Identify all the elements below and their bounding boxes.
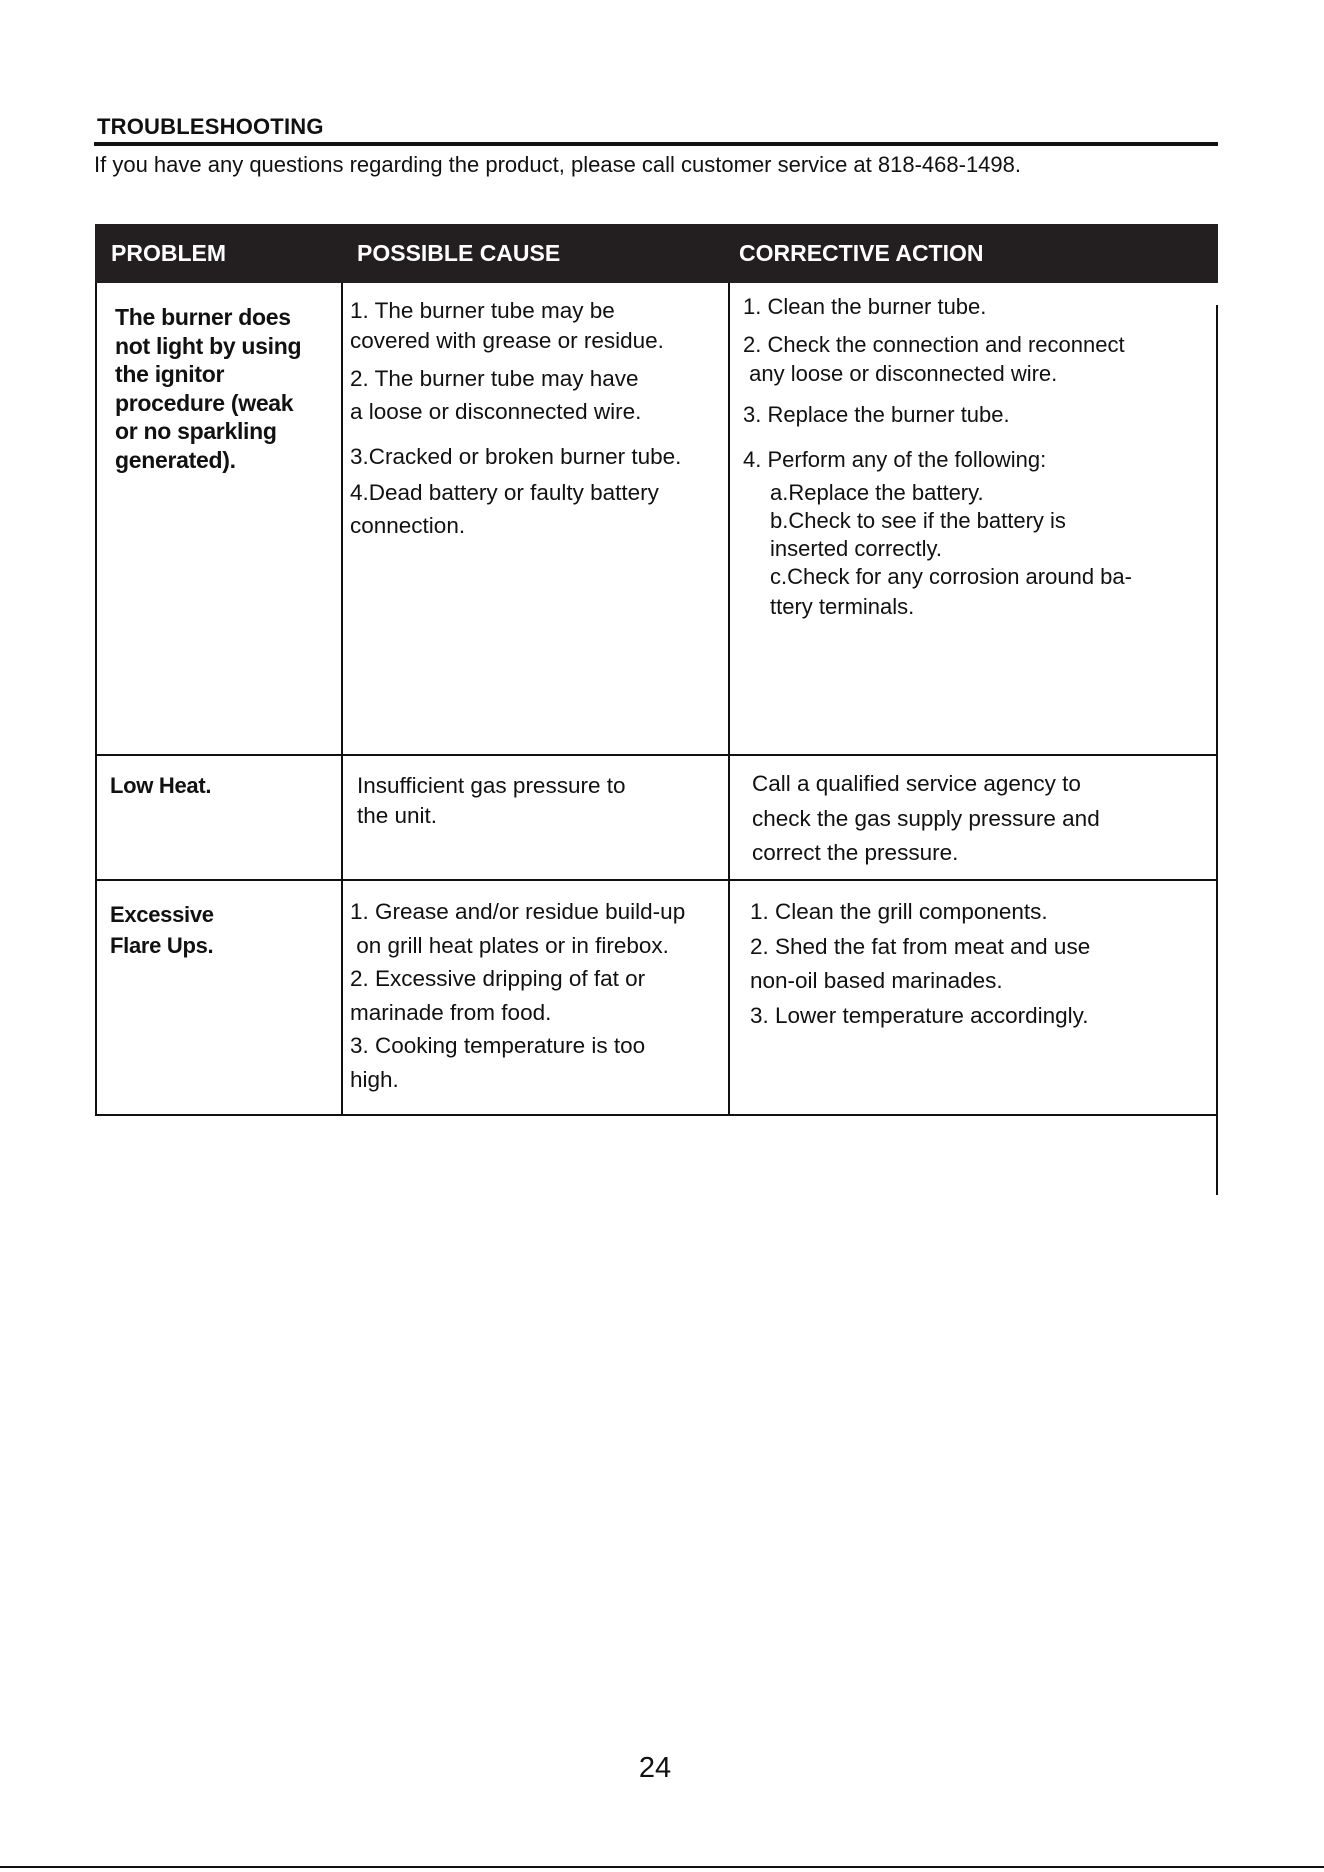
action-cell xyxy=(750,895,1090,1033)
header-corrective-action: CORRECTIVE ACTION xyxy=(739,240,984,266)
problem-cell xyxy=(110,772,211,801)
text-line: 4.Dead battery or faulty battery xyxy=(350,480,659,505)
text-line: a loose or disconnected wire. xyxy=(350,399,642,424)
text-line: Excessive xyxy=(110,902,214,927)
text-line: the ignitor xyxy=(115,361,225,387)
text-line: 1. Grease and/or residue build-up xyxy=(350,899,686,924)
text-line: inserted correctly. xyxy=(770,536,942,561)
text-line: Low Heat. xyxy=(110,773,212,798)
row-divider-2 xyxy=(95,879,1218,881)
text-line: procedure (weak xyxy=(115,389,294,416)
text-line: generated). xyxy=(115,446,236,473)
text-line: or no sparkling xyxy=(115,418,277,444)
column-divider-1 xyxy=(341,283,343,1116)
table-border-left xyxy=(95,283,97,1116)
heading-rule xyxy=(94,142,1218,146)
text-line: 2. Excessive dripping of fat or xyxy=(350,966,646,991)
page-number: 24 xyxy=(638,1752,672,1784)
text-line: 3. Lower temperature accordingly. xyxy=(750,1002,1089,1028)
text-line: ttery terminals. xyxy=(770,594,915,619)
text-line: a.Replace the battery. xyxy=(770,480,984,505)
header-problem: PROBLEM xyxy=(111,240,226,266)
text-line: 3.Cracked or broken burner tube. xyxy=(350,444,682,469)
text-line: 4. Perform any of the following: xyxy=(743,447,1047,472)
table-header xyxy=(95,224,1218,283)
text-line: marinade from food. xyxy=(350,999,552,1025)
intro-text: If you have any questions regarding the product, please call customer service at 818-468-1498. xyxy=(94,152,1021,177)
header-possible-cause: POSSIBLE CAUSE xyxy=(357,240,561,266)
text-line: high. xyxy=(350,1066,399,1092)
text-line: c.Check for any corrosion around ba- xyxy=(770,564,1132,589)
bottom-rule xyxy=(0,1866,1324,1868)
text-line: 1. The burner tube may be xyxy=(350,298,615,323)
text-line: 2. Shed the fat from meat and use xyxy=(750,933,1091,959)
text-line: 3. Cooking temperature is too xyxy=(350,1033,646,1058)
text-line: any loose or disconnected wire. xyxy=(743,361,1058,386)
problem-cell xyxy=(110,899,214,961)
text-line: 2. The burner tube may have xyxy=(350,366,639,391)
page-heading: TROUBLESHOOTING xyxy=(97,114,324,139)
problem-cell xyxy=(115,303,301,474)
action-cell xyxy=(752,767,1100,871)
text-line: covered with grease or residue. xyxy=(350,328,664,353)
cause-cell xyxy=(357,771,625,831)
text-line: not light by using xyxy=(115,332,302,359)
text-line: 3. Replace the burner tube. xyxy=(743,402,1010,427)
text-line: 1. Clean the burner tube. xyxy=(743,294,987,319)
text-line: Insufficient gas pressure to xyxy=(357,773,626,798)
text-line: Call a qualified service agency to xyxy=(752,771,1081,796)
row-divider-1 xyxy=(95,754,1218,756)
column-divider-2 xyxy=(728,283,730,1116)
table-border-bottom xyxy=(95,1114,1218,1116)
cause-cell xyxy=(350,895,685,1096)
text-line: on grill heat plates or in firebox. xyxy=(350,932,669,958)
table-border-right xyxy=(1216,305,1218,1195)
text-line: The burner does xyxy=(115,304,291,330)
text-line: correct the pressure. xyxy=(752,840,959,865)
text-line: 1. Clean the grill components. xyxy=(750,899,1048,924)
text-line: non-oil based marinades. xyxy=(750,968,1003,993)
text-line: check the gas supply pressure and xyxy=(752,805,1100,831)
text-line: the unit. xyxy=(357,803,438,828)
text-line: Flare Ups. xyxy=(110,933,214,958)
text-line: b.Check to see if the battery is xyxy=(770,508,1066,533)
text-line: 2. Check the connection and reconnect xyxy=(743,332,1125,357)
text-line: connection. xyxy=(350,513,466,538)
